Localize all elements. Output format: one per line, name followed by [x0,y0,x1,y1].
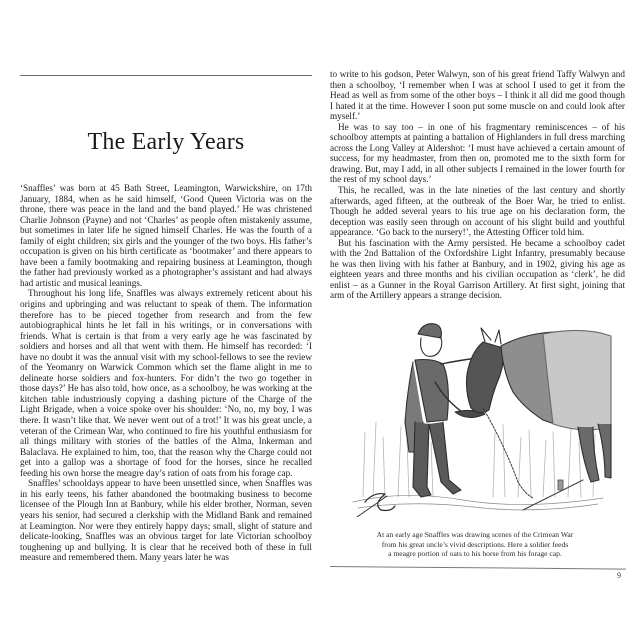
right-text-column [330,69,625,301]
caption-line: from his great uncle’s vivid descriptions. Here a soldier feeds [381,539,569,549]
top-rule-divider [20,75,312,76]
caption-line: a meagre portion of oats to his horse from his forage cap. [388,549,562,559]
illustration-soldier-feeding-horse [343,312,615,517]
paragraph: ‘Snaffles’ was born at 45 Bath Street, Leamington, Warwickshire, on 17th January, 1884, when as he said himself, ‘Good Queen Victoria was on the throne, there was peace in the land and the band played.’ He was christened Charlie Johnson (Payne) and not ‘Charles’ as people often mistakenly assume, but sometimes in later life he signed himself Charles. He was the fourth of a family of eight children; six girls and the younger of the two boys. His father’s occupation is given on his birth certificate as ‘bootmaker’ and there appears to have been a family bootmaking and repairing business at Leamington, though the father had previously worked as a photographer’s assistant and had always had artistic and musical leanings. [20,183,312,288]
paragraph: He was to say too – in one of his fragmentary reminiscences – of his schoolboy attempts at painting a battalion of Highlanders in full dress marching across the Long Valley at Aldershot: ‘I must have achieved a certain amount of success, for my headmaster, from then on, promoted me to the sixth form for drawing. But, may I add, in all other subjects I remained in the lower fourth for the rest of my school days.’ [330,121,625,185]
left-text-column [20,183,312,563]
paragraph: But his fascination with the Army persisted. He became a schoolboy cadet with the 2nd Battalion of the Oxfordshire Light Infantry, presumably because he was then living with his father at Banbury, and in 1902, giving his age as eighteen years and three months and his civilian occupation as ‘clerk’, he did enlist – as a Gunner in the Royal Garrison Artillery. At first sight, joining that arm of the Artillery appears a strange decision. [330,237,625,301]
bottom-rule-divider [330,566,626,570]
paragraph: Throughout his long life, Snaffles was always extremely reticent about his origins and upbringing and was reluctant to speak of them. The information therefore has to be pieced together from research and from the few autobiographical hints he let fall in his writings, or in conversations with friends. What is certain is that from a very early age he was fascinated by soldiers and horses and all that went with them. He himself has recorded: ‘I have no doubt it was the annual visit with my school-fellows to see the review of the Yeomanry on Warwick Common which set the flame alight in me to delineate horse soldiers and fox-hunters. For didn’t the two go together in those days?’ He has also told, how once, as a schoolboy, he was working at the kitchen table industriously copying a dashing picture of the Charge of the Light Brigade, when a voice spoke over his shoulder: ‘No, no, my boy, I was there. It wasn’t like that. We never went out of a trot!’ It was his great uncle, a veteran of the Crimean War, who continued to fire his youthful enthusiasm for all things military with stories of the battles of the Alma, Inkerman and Balaclava. He explained to him, too, that the reason why the Charge could not get into a gallop was a shortage of food for the horses, since he recalled feeding his own horse the meagre day’s ration of oats from his forage cap. [20,288,312,478]
paragraph: This, he recalled, was in the late nineties of the last century and shortly afterwards, aged fifteen, at the outbreak of the Boer War, he tried to enlist. Though he added several years to his true age on his declaration form, the deception was easily seen through on account of his slight build and youthful appearance. ‘Go back to the nursery!’, the Attesting Officer told him. [330,185,625,238]
paragraph: Snaffles’ schooldays appear to have been unsettled since, when Snaffles was in his early teens, his father abandoned the bootmaking business to become licensee of the Plough Inn at Banbury, while his elder brother, Norman, seven years his senior, had secured a clerkship with the Midland Bank and remained at Leamington. Nor were they entirely happy days; small, slight of stature and delicate-looking, Snaffles was an obvious target for late Victorian schoolboy toughening up and bullying. It is clear that he received both of these in full measure and remembered them. Many years later he was [20,478,312,563]
chapter-title: The Early Years [87,129,245,155]
caption-line: At an early age Snaffles was drawing scenes of the Crimean War [376,530,574,539]
figure-caption [350,530,600,559]
page-number: 9 [617,571,621,580]
paragraph: to write to his godson, Peter Walwyn, son of his great friend Taffy Walwyn and then a schoolboy, ‘I remember when I was at school I used to get it from the Head as well as from some of the other boys – I think it all did me good though I hated it at the time. However I soon put some muscle on and could look after myself.’ [330,69,625,122]
